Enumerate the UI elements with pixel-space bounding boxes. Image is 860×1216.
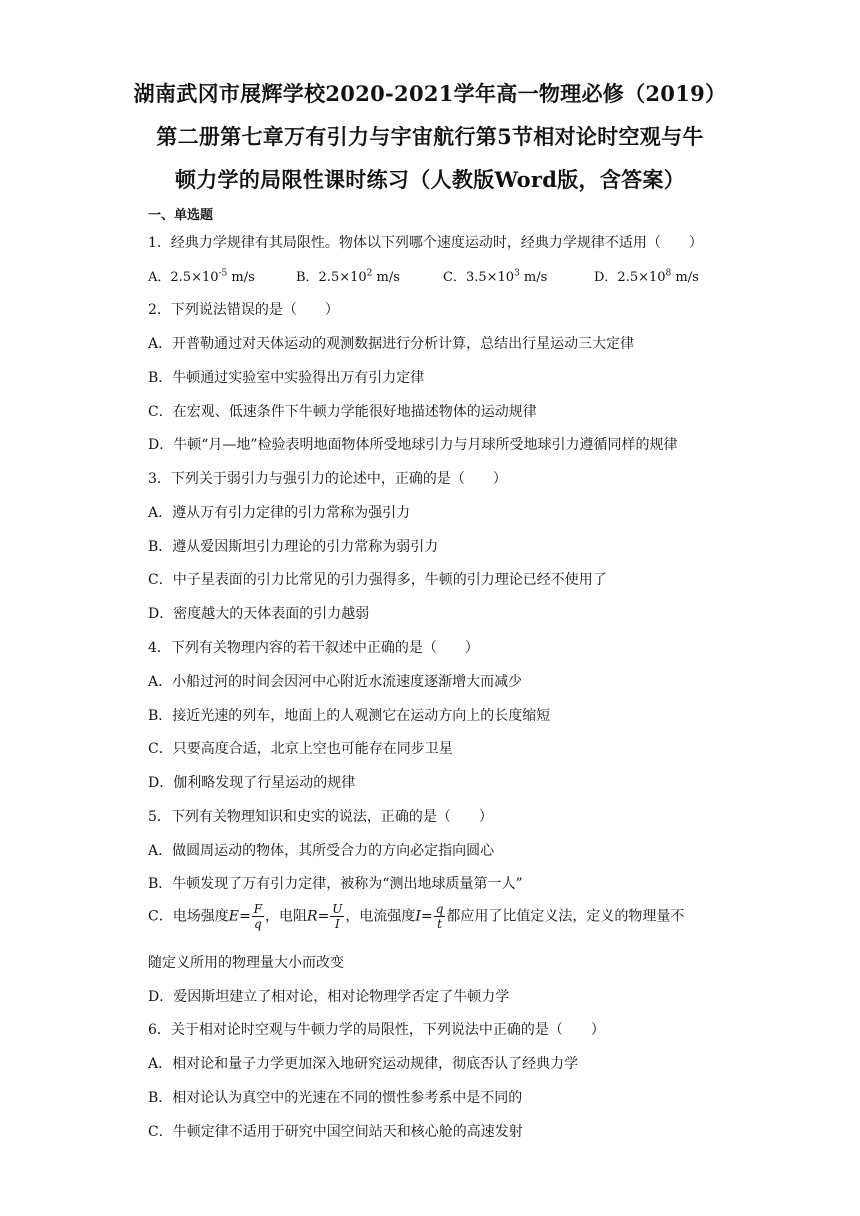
formula-i-fraction: $\frac{q}{t}$ (435, 902, 444, 931)
question-3-option-a: A．遵从万有引力定律的引力常称为强引力 (148, 505, 411, 521)
question-1-option-c: C．$3.5\times 10^3$ m/s (443, 268, 548, 285)
question-4-option-c: C．只要高度合适，北京上空也可能存在同步卫星 (148, 741, 453, 757)
question-1-option-a: A．$2.5\times 10^{-5}$ m/s (148, 268, 255, 285)
question-5-option-c-cont: 随定义所用的物理量大小而改变 (148, 955, 344, 971)
question-2-stem: 2．下列说法错误的是（ ） (148, 302, 339, 318)
question-5-option-a: A．做圆周运动的物体，其所受合力的方向必定指向圆心 (148, 843, 495, 859)
question-1-stem: 1．经典力学规律有其局限性。物体以下列哪个速度运动时，经典力学规律不适用（ ） (148, 235, 703, 251)
question-6-option-c: C．牛顿定律不适用于研究中国空间站天和核心舱的高速发射 (148, 1124, 523, 1140)
question-4-option-b: B．接近光速的列车，地面上的人观测它在运动方向上的长度缩短 (148, 708, 551, 724)
title-line-1: 湖南武冈市展辉学校2020-2021学年高一物理必修（2019） (133, 81, 727, 106)
question-3-option-b: B．遵从爱因斯坦引力理论的引力常称为弱引力 (148, 539, 439, 555)
formula-e-fraction: $\frac{F}{q}$ (253, 902, 263, 931)
question-3-stem: 3．下列关于弱引力与强引力的论述中，正确的是（ ） (148, 471, 507, 487)
question-2-option-a: A．开普勒通过对天体运动的观测数据进行分析计算，总结出行星运动三大定律 (148, 336, 635, 352)
question-4-option-d: D．伽利略发现了行星运动的规律 (148, 775, 356, 791)
question-2-option-d: D．牛顿“月—地”检验表明地面物体所受地球引力与月球所受地球引力遵循同样的规律 (148, 437, 678, 453)
question-1-option-d: D．$2.5\times 10^8$ m/s (594, 268, 699, 285)
title-line-3: 顿力学的局限性课时练习（人教版Word版，含答案） (174, 167, 686, 192)
question-5-option-c: C．电场强度E= $\frac{F}{q}$ ，电阻R= $\frac{U}{I}$ ，电流强度I= $\frac{q}{t}$ 都应用了比值定义法，定义的物理量不 (148, 902, 685, 931)
question-6-stem: 6．关于相对论时空观与牛顿力学的局限性，下列说法中正确的是（ ） (148, 1022, 605, 1038)
question-5-option-b: B．牛顿发现了万有引力定律，被称为“测出地球质量第一人” (148, 876, 523, 892)
question-2-option-b: B．牛顿通过实验室中实验得出万有引力定律 (148, 370, 425, 386)
question-2-option-c: C．在宏观、低速条件下牛顿力学能很好地描述物体的运动规律 (148, 404, 537, 420)
question-1-option-b: B．$2.5\times 10^2$ m/s (296, 268, 400, 285)
question-3-option-d: D．密度越大的天体表面的引力越弱 (148, 606, 370, 622)
question-6-option-a: A．相对论和量子力学更加深入地研究运动规律，彻底否认了经典力学 (148, 1056, 579, 1072)
title-line-2: 第二册第七章万有引力与宇宙航行第5节相对论时空观与牛 (156, 124, 704, 149)
question-4-stem: 4．下列有关物理内容的若干叙述中正确的是（ ） (148, 640, 479, 656)
question-5-stem: 5．下列有关物理知识和史实的说法，正确的是（ ） (148, 809, 493, 825)
question-5-option-d: D．爱因斯坦建立了相对论，相对论物理学否定了牛顿力学 (148, 989, 510, 1005)
formula-r-fraction: $\frac{U}{I}$ (332, 902, 343, 931)
question-3-option-c: C．中子星表面的引力比常见的引力强得多，牛顿的引力理论已经不使用了 (148, 572, 607, 588)
section-heading: 一、单选题 (148, 208, 214, 223)
question-6-option-b: B．相对论认为真空中的光速在不同的惯性参考系中是不同的 (148, 1090, 523, 1106)
question-4-option-a: A．小船过河的时间会因河中心附近水流速度逐渐增大而减少 (148, 674, 523, 690)
